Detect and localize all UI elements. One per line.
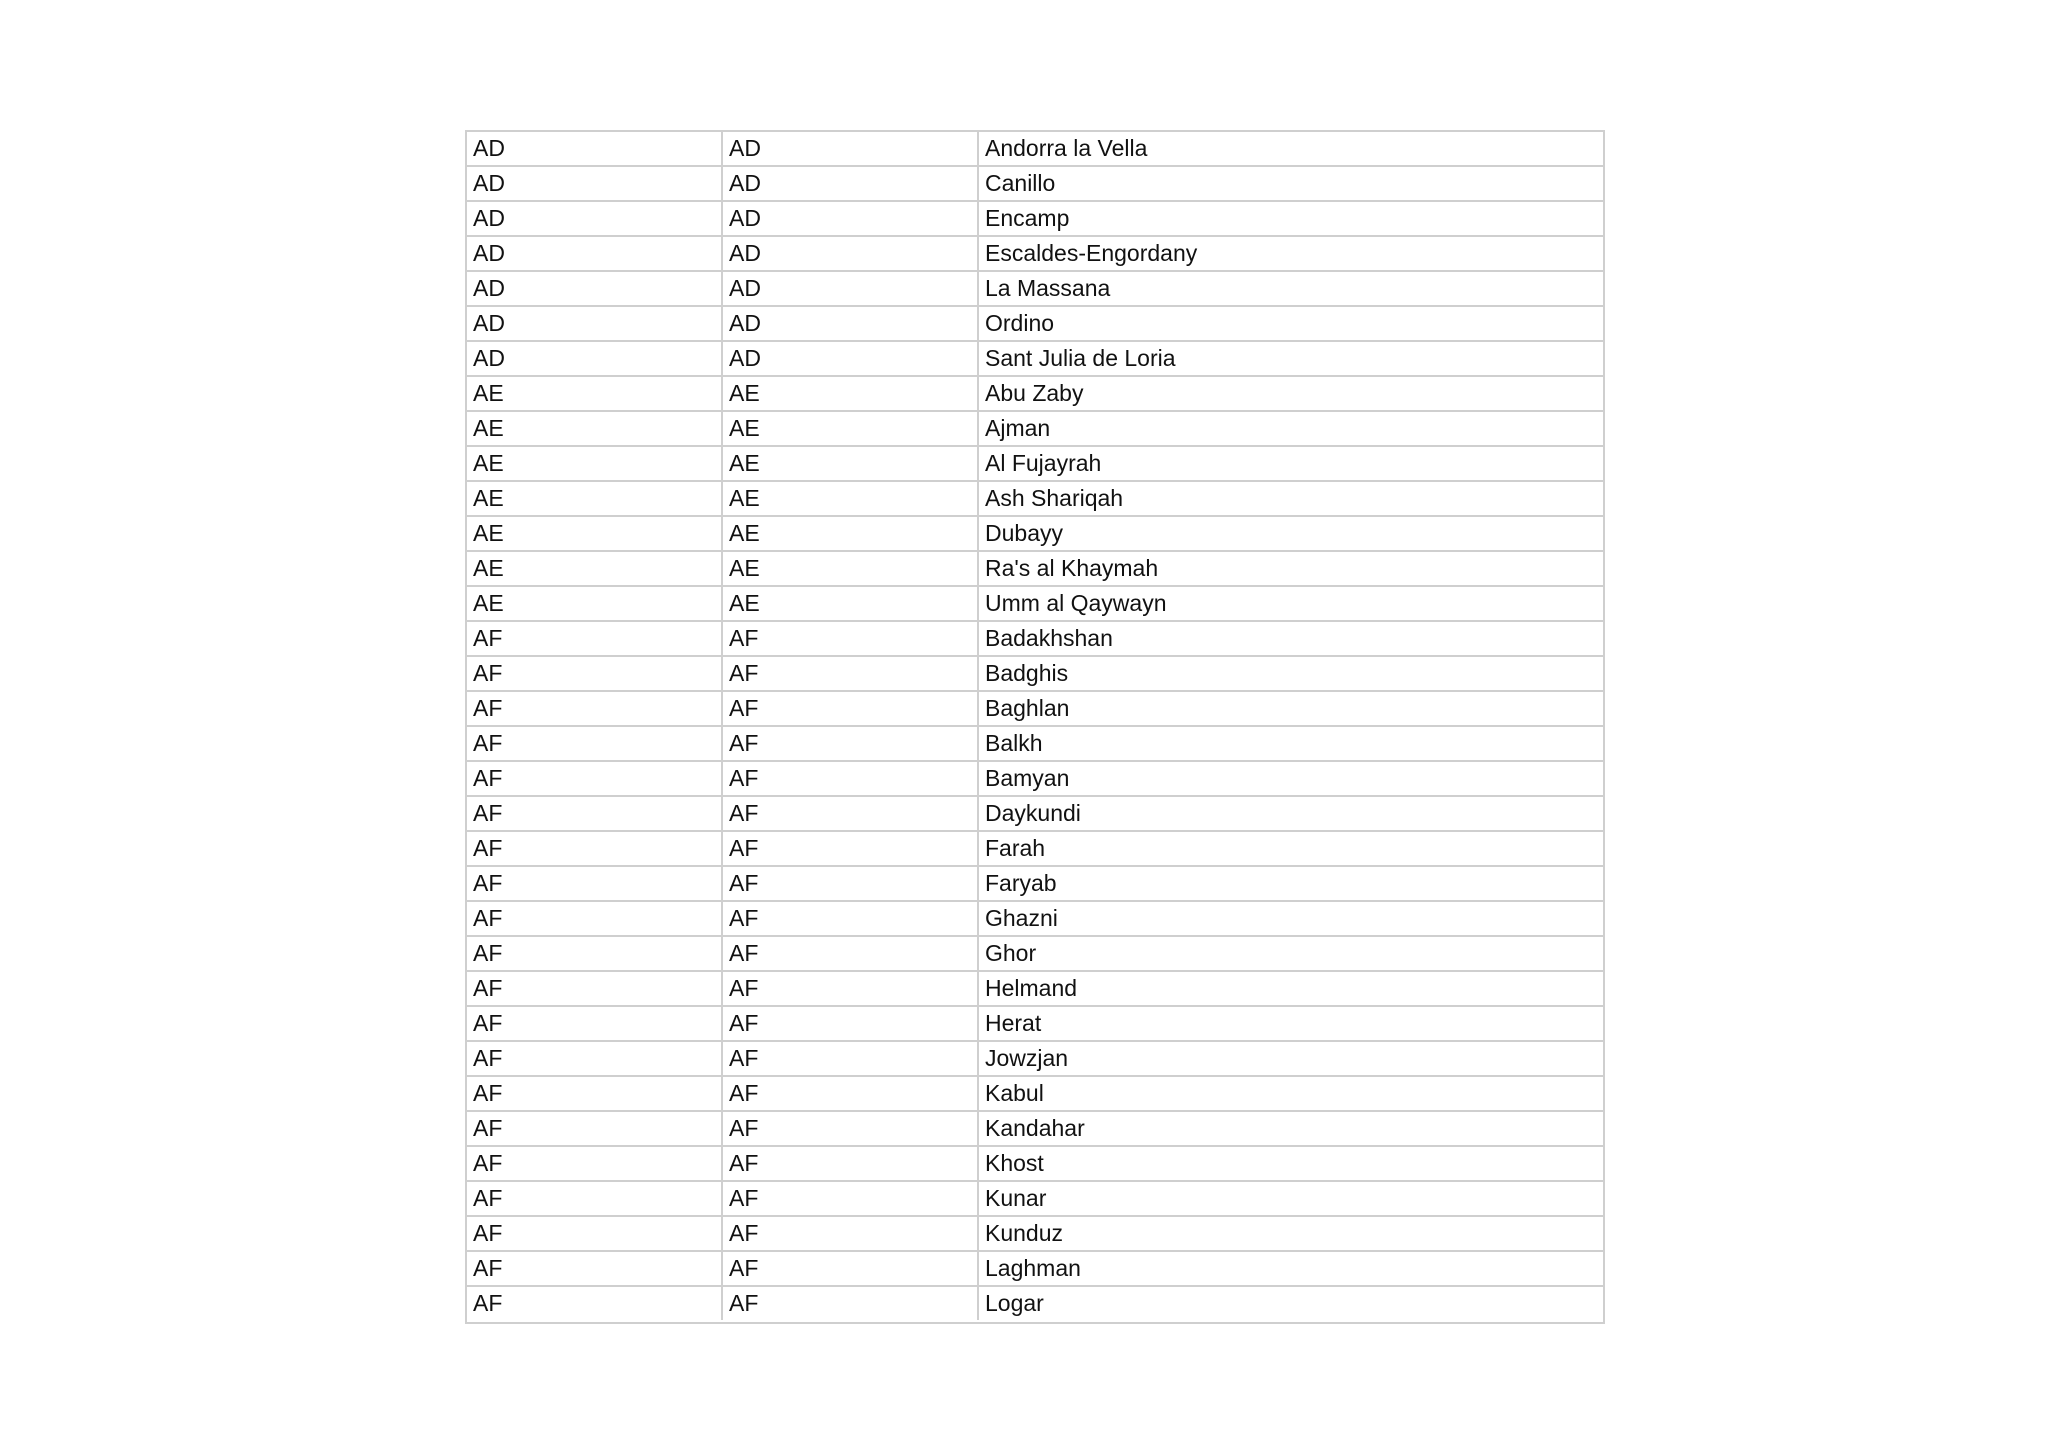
table-row	[467, 761, 1603, 796]
country-code-cell[interactable]: AD	[467, 132, 722, 166]
table-row	[467, 341, 1603, 376]
region-name-cell[interactable]: Daykundi	[978, 796, 1603, 831]
table-row	[467, 166, 1603, 201]
region-name-cell[interactable]: Herat	[978, 1006, 1603, 1041]
region-name-cell[interactable]: Andorra la Vella	[978, 132, 1603, 166]
region-country-cell[interactable]: AF	[722, 796, 978, 831]
region-name-cell[interactable]: Bamyan	[978, 761, 1603, 796]
region-country-cell[interactable]: AF	[722, 1216, 978, 1251]
table-row	[467, 971, 1603, 1006]
region-name-cell[interactable]: Abu Zaby	[978, 376, 1603, 411]
region-name-cell[interactable]: Dubayy	[978, 516, 1603, 551]
country-code-cell[interactable]: AF	[467, 656, 722, 691]
region-country-cell[interactable]: AD	[722, 271, 978, 306]
region-name-cell[interactable]: Ash Shariqah	[978, 481, 1603, 516]
region-name-cell[interactable]: Badghis	[978, 656, 1603, 691]
region-country-cell[interactable]: AD	[722, 236, 978, 271]
region-name-cell[interactable]: Canillo	[978, 166, 1603, 201]
country-code-cell[interactable]: AE	[467, 551, 722, 586]
table-row	[467, 1111, 1603, 1146]
table-row	[467, 1181, 1603, 1216]
table-row	[467, 901, 1603, 936]
region-name-cell[interactable]: Ordino	[978, 306, 1603, 341]
region-country-cell[interactable]: AF	[722, 656, 978, 691]
region-country-cell[interactable]: AE	[722, 446, 978, 481]
region-country-cell[interactable]: AE	[722, 586, 978, 621]
region-country-cell[interactable]: AE	[722, 376, 978, 411]
region-country-cell[interactable]: AF	[722, 1006, 978, 1041]
region-country-cell[interactable]: AE	[722, 551, 978, 586]
country-code-cell[interactable]: AF	[467, 726, 722, 761]
table-row	[467, 446, 1603, 481]
table-row	[467, 481, 1603, 516]
region-country-cell[interactable]: AE	[722, 516, 978, 551]
region-country-cell[interactable]: AF	[722, 1111, 978, 1146]
region-country-cell[interactable]: AD	[722, 201, 978, 236]
region-name-cell[interactable]: Khost	[978, 1146, 1603, 1181]
country-code-cell[interactable]: AD	[467, 271, 722, 306]
country-code-cell[interactable]: AF	[467, 761, 722, 796]
region-country-cell[interactable]: AF	[722, 621, 978, 656]
table-row	[467, 1251, 1603, 1286]
country-code-cell[interactable]: AE	[467, 481, 722, 516]
table-row	[467, 586, 1603, 621]
country-code-cell[interactable]: AF	[467, 1216, 722, 1251]
country-code-cell[interactable]: AF	[467, 1041, 722, 1076]
country-code-cell[interactable]: AF	[467, 1251, 722, 1286]
table-row	[467, 411, 1603, 446]
country-code-cell[interactable]: AF	[467, 1181, 722, 1216]
region-name-cell[interactable]: Escaldes-Engordany	[978, 236, 1603, 271]
country-code-cell[interactable]: AF	[467, 831, 722, 866]
country-code-cell[interactable]: AF	[467, 1111, 722, 1146]
table-row	[467, 1216, 1603, 1251]
region-name-cell[interactable]: Kunar	[978, 1181, 1603, 1216]
country-code-cell[interactable]: AF	[467, 621, 722, 656]
region-country-cell[interactable]: AD	[722, 132, 978, 166]
table-row	[467, 866, 1603, 901]
region-name-cell[interactable]: Kandahar	[978, 1111, 1603, 1146]
country-code-cell[interactable]: AD	[467, 341, 722, 376]
country-code-cell[interactable]: AF	[467, 971, 722, 1006]
region-name-cell[interactable]: Kabul	[978, 1076, 1603, 1111]
table-row	[467, 621, 1603, 656]
table-row	[467, 796, 1603, 831]
region-country-cell[interactable]: AF	[722, 831, 978, 866]
region-country-cell[interactable]: AF	[722, 1076, 978, 1111]
region-name-cell[interactable]: Logar	[985, 1290, 1044, 1316]
country-code-cell[interactable]: AE	[467, 376, 722, 411]
region-name-cell[interactable]: Ra's al Khaymah	[978, 551, 1603, 586]
table-row	[467, 132, 1603, 166]
country-code-cell[interactable]: AF	[467, 691, 722, 726]
spreadsheet-page	[465, 130, 1605, 1324]
region-name-cell[interactable]: Faryab	[978, 866, 1603, 901]
country-code-cell[interactable]: AF	[467, 1146, 722, 1181]
region-name-cell[interactable]: Badakhshan	[978, 621, 1603, 656]
region-name-cell[interactable]: Balkh	[978, 726, 1603, 761]
region-country-cell[interactable]: AF	[722, 726, 978, 761]
region-country-cell[interactable]: AF	[722, 691, 978, 726]
region-country-cell[interactable]: AF	[722, 936, 978, 971]
table-row	[467, 1041, 1603, 1076]
region-country-cell[interactable]: AF	[722, 1181, 978, 1216]
region-name-cell[interactable]: La Massana	[978, 271, 1603, 306]
region-name-cell[interactable]: Jowzjan	[978, 1041, 1603, 1076]
table-row	[467, 376, 1603, 411]
country-code-cell[interactable]: AD	[467, 306, 722, 341]
country-code-cell[interactable]: AF	[467, 1006, 722, 1041]
country-code-cell[interactable]: AE	[467, 411, 722, 446]
data-table	[467, 132, 1603, 1320]
region-country-cell[interactable]: AF	[722, 971, 978, 1006]
table-row	[467, 1286, 1603, 1320]
country-code-cell[interactable]: AF	[467, 1076, 722, 1111]
country-code-cell[interactable]: AE	[467, 586, 722, 621]
table-row	[467, 691, 1603, 726]
region-country-cell[interactable]: AF	[722, 761, 978, 796]
table-row	[467, 1076, 1603, 1111]
table-row	[467, 831, 1603, 866]
table-row	[467, 236, 1603, 271]
region-name-cell[interactable]: Encamp	[978, 201, 1603, 236]
country-code-cell[interactable]: AF	[467, 1286, 722, 1320]
table-row	[467, 306, 1603, 341]
country-code-cell[interactable]: AF	[467, 901, 722, 936]
table-row	[467, 1146, 1603, 1181]
region-country-cell[interactable]: AD	[722, 306, 978, 341]
region-name-cell[interactable]: Helmand	[978, 971, 1603, 1006]
table-row	[467, 201, 1603, 236]
region-name-cell[interactable]: Laghman	[978, 1251, 1603, 1286]
table-row	[467, 936, 1603, 971]
table-body	[467, 132, 1603, 1320]
table-row	[467, 1006, 1603, 1041]
region-country-cell[interactable]: AF	[722, 866, 978, 901]
country-code-cell[interactable]: AF	[467, 866, 722, 901]
table-row	[467, 656, 1603, 691]
country-code-cell[interactable]: AF	[467, 796, 722, 831]
region-name-cell[interactable]: Sant Julia de Loria	[978, 341, 1603, 376]
region-name-cell[interactable]: Umm al Qaywayn	[978, 586, 1603, 621]
country-code-cell[interactable]: AE	[467, 446, 722, 481]
region-country-cell[interactable]: AF	[722, 1146, 978, 1181]
country-code-cell[interactable]: AD	[467, 236, 722, 271]
region-name-cell[interactable]: Kunduz	[978, 1216, 1603, 1251]
region-country-cell[interactable]: AD	[722, 341, 978, 376]
table-row	[467, 551, 1603, 586]
country-code-cell[interactable]: AE	[467, 516, 722, 551]
region-country-cell[interactable]: AE	[722, 481, 978, 516]
region-name-cell[interactable]: Ghazni	[978, 901, 1603, 936]
table-row	[467, 516, 1603, 551]
region-country-cell[interactable]: AF	[722, 1251, 978, 1286]
region-name-cell[interactable]: Baghlan	[978, 691, 1603, 726]
country-code-cell[interactable]: AF	[467, 936, 722, 971]
table-row	[467, 726, 1603, 761]
region-name-cell[interactable]: Farah	[978, 831, 1603, 866]
region-name-cell[interactable]: Ghor	[978, 936, 1603, 971]
region-country-cell[interactable]: AF	[722, 901, 978, 936]
region-country-cell[interactable]: AF	[722, 1041, 978, 1076]
country-code-cell[interactable]: AD	[467, 201, 722, 236]
region-country-cell[interactable]: AD	[722, 166, 978, 201]
table-row	[467, 271, 1603, 306]
region-name-cell[interactable]: Al Fujayrah	[978, 446, 1603, 481]
country-code-cell[interactable]: AD	[467, 166, 722, 201]
region-name-cell[interactable]: Ajman	[978, 411, 1603, 446]
region-country-cell[interactable]: AF	[722, 1286, 978, 1320]
region-country-cell[interactable]: AE	[722, 411, 978, 446]
